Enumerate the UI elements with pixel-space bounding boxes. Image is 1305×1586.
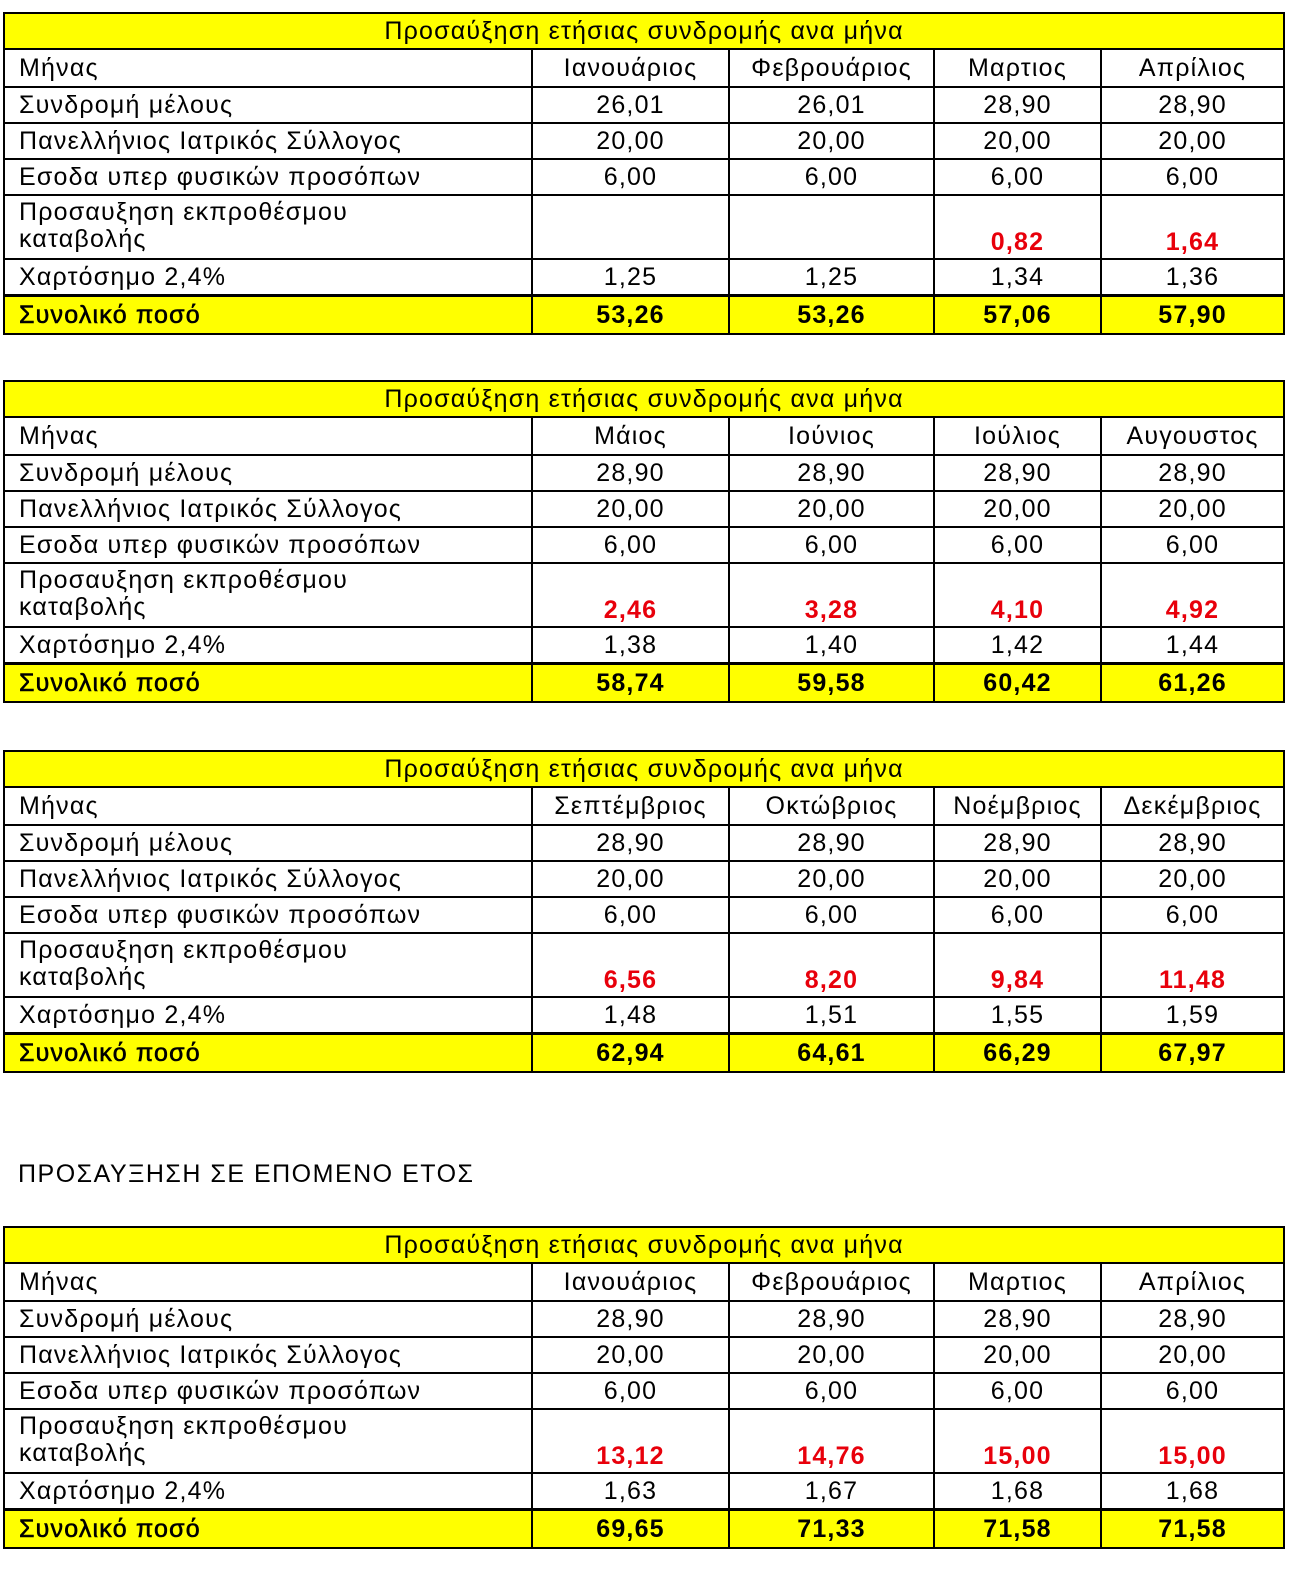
next-year-heading: ΠΡΟΣΑΥΞΗΣΗ ΣΕ ΕΠΟΜΕΝΟ ΕΤΟΣ <box>18 1160 475 1188</box>
table-cell: 20,00 <box>1101 1337 1284 1373</box>
row-label <box>4 1409 532 1473</box>
row-label-line: καταβολής <box>19 1439 147 1467</box>
table-cell: 28,90 <box>532 455 729 491</box>
row-label-line: Προσαυξηση εκπροθέσμου <box>19 198 348 226</box>
month-header: Απρίλιος <box>1101 49 1284 87</box>
total-cell: 58,74 <box>532 664 729 703</box>
table-row-stamp-duty <box>4 259 1284 296</box>
table-cell: 28,90 <box>1101 825 1284 861</box>
table-row-total <box>4 664 1284 703</box>
table-cell: 28,90 <box>1101 87 1284 123</box>
table-cell: 28,90 <box>934 455 1101 491</box>
total-label: Συνολικό ποσό <box>4 1510 532 1549</box>
table-row-member-fee <box>4 1301 1284 1337</box>
month-header: Μάιος <box>532 417 729 455</box>
table-row-medical-association <box>4 861 1284 897</box>
row-label-line: Προσαυξηση εκπροθέσμου <box>19 936 348 964</box>
month-header: Φεβρουάριος <box>729 1263 934 1301</box>
surcharge-cell: 4,92 <box>1101 563 1284 627</box>
total-cell: 67,97 <box>1101 1034 1284 1073</box>
table-row-third-party-fees <box>4 1373 1284 1409</box>
table-cell: 20,00 <box>1101 491 1284 527</box>
surcharge-cell: 2,46 <box>532 563 729 627</box>
table-cell: 1,51 <box>729 997 934 1034</box>
row-label-line: Προσαυξηση εκπροθέσμου <box>19 1412 348 1440</box>
surcharge-cell: 6,56 <box>532 933 729 997</box>
table-cell: 1,59 <box>1101 997 1284 1034</box>
month-header: Απρίλιος <box>1101 1263 1284 1301</box>
table-cell: 1,34 <box>934 259 1101 296</box>
surcharge-cell: 13,12 <box>532 1409 729 1473</box>
table-title: Προσαύξηση ετήσιας συνδρομής ανα μήνα <box>4 751 1284 787</box>
row-label: Πανελλήνιος Ιατρικός Σύλλογος <box>4 861 532 897</box>
table-cell: 28,90 <box>532 1301 729 1337</box>
month-header: Ιανουάριος <box>532 1263 729 1301</box>
row-label-line: καταβολής <box>19 963 147 991</box>
table-row-stamp-duty <box>4 627 1284 664</box>
row-label: Εσοδα υπερ φυσικών προσόπων <box>4 1373 532 1409</box>
total-cell: 57,90 <box>1101 296 1284 335</box>
surcharge-cell: 8,20 <box>729 933 934 997</box>
total-cell: 64,61 <box>729 1034 934 1073</box>
table-cell: 28,90 <box>1101 455 1284 491</box>
fee-table-1 <box>3 12 1285 335</box>
row-label: Συνδρομή μέλους <box>4 825 532 861</box>
surcharge-cell: 14,76 <box>729 1409 934 1473</box>
table-row-total <box>4 1034 1284 1073</box>
table-cell: 6,00 <box>1101 527 1284 563</box>
surcharge-cell <box>532 195 729 259</box>
month-header: Ιούλιος <box>934 417 1101 455</box>
fee-table-3 <box>3 750 1285 1073</box>
table-cell: 1,25 <box>729 259 934 296</box>
table-cell: 20,00 <box>532 861 729 897</box>
table-cell: 20,00 <box>934 861 1101 897</box>
table-cell: 20,00 <box>729 123 934 159</box>
table-cell: 6,00 <box>934 527 1101 563</box>
table-cell: 1,42 <box>934 627 1101 664</box>
table-cell: 1,48 <box>532 997 729 1034</box>
month-header: Οκτώβριος <box>729 787 934 825</box>
month-header-row <box>4 1263 1284 1301</box>
table-row-total <box>4 296 1284 335</box>
table-cell: 20,00 <box>934 1337 1101 1373</box>
table-title: Προσαύξηση ετήσιας συνδρομής ανα μήνα <box>4 381 1284 417</box>
month-label: Μήνας <box>4 417 532 455</box>
total-label: Συνολικό ποσό <box>4 1034 532 1073</box>
month-header-row <box>4 417 1284 455</box>
table-cell: 20,00 <box>729 861 934 897</box>
table-cell: 6,00 <box>1101 1373 1284 1409</box>
table-row-late-surcharge <box>4 563 1284 627</box>
month-header: Αυγουστος <box>1101 417 1284 455</box>
table-cell: 6,00 <box>729 527 934 563</box>
table-row-member-fee <box>4 825 1284 861</box>
total-cell: 60,42 <box>934 664 1101 703</box>
table-row-late-surcharge <box>4 195 1284 259</box>
row-label: Εσοδα υπερ φυσικών προσόπων <box>4 897 532 933</box>
month-header: Ιανουάριος <box>532 49 729 87</box>
table-cell: 28,90 <box>934 87 1101 123</box>
table-cell: 28,90 <box>532 825 729 861</box>
total-cell: 71,33 <box>729 1510 934 1549</box>
table-cell: 1,25 <box>532 259 729 296</box>
month-header-row <box>4 787 1284 825</box>
month-label: Μήνας <box>4 49 532 87</box>
table-cell: 20,00 <box>729 491 934 527</box>
total-cell: 71,58 <box>1101 1510 1284 1549</box>
table-row-late-surcharge <box>4 1409 1284 1473</box>
month-label: Μήνας <box>4 787 532 825</box>
table-cell: 20,00 <box>1101 123 1284 159</box>
total-cell: 53,26 <box>729 296 934 335</box>
table-cell: 1,36 <box>1101 259 1284 296</box>
row-label: Χαρτόσημο 2,4% <box>4 259 532 296</box>
table-title-row <box>4 751 1284 787</box>
table-row-late-surcharge <box>4 933 1284 997</box>
table-cell: 1,68 <box>1101 1473 1284 1510</box>
table-cell: 26,01 <box>729 87 934 123</box>
table-cell: 6,00 <box>729 897 934 933</box>
table-cell: 1,63 <box>532 1473 729 1510</box>
table-title: Προσαύξηση ετήσιας συνδρομής ανα μήνα <box>4 1227 1284 1263</box>
row-label: Συνδρομή μέλους <box>4 87 532 123</box>
table-cell: 28,90 <box>934 1301 1101 1337</box>
table-cell: 20,00 <box>532 491 729 527</box>
surcharge-cell: 1,64 <box>1101 195 1284 259</box>
table-row-medical-association <box>4 491 1284 527</box>
row-label <box>4 195 532 259</box>
row-label: Πανελλήνιος Ιατρικός Σύλλογος <box>4 491 532 527</box>
table-cell: 6,00 <box>934 897 1101 933</box>
surcharge-cell: 11,48 <box>1101 933 1284 997</box>
total-label: Συνολικό ποσό <box>4 296 532 335</box>
month-label: Μήνας <box>4 1263 532 1301</box>
table-cell: 28,90 <box>729 825 934 861</box>
table-cell: 20,00 <box>934 491 1101 527</box>
table-row-medical-association <box>4 1337 1284 1373</box>
total-label: Συνολικό ποσό <box>4 664 532 703</box>
fee-table-2 <box>3 380 1285 703</box>
table-cell: 6,00 <box>532 1373 729 1409</box>
month-header: Σεπτέμβριος <box>532 787 729 825</box>
row-label: Πανελλήνιος Ιατρικός Σύλλογος <box>4 123 532 159</box>
table-cell: 1,55 <box>934 997 1101 1034</box>
row-label: Πανελλήνιος Ιατρικός Σύλλογος <box>4 1337 532 1373</box>
table-cell: 26,01 <box>532 87 729 123</box>
row-label: Χαρτόσημο 2,4% <box>4 627 532 664</box>
total-cell: 71,58 <box>934 1510 1101 1549</box>
surcharge-cell: 15,00 <box>1101 1409 1284 1473</box>
row-label: Συνδρομή μέλους <box>4 455 532 491</box>
table-row-total <box>4 1510 1284 1549</box>
total-cell: 57,06 <box>934 296 1101 335</box>
table-row-stamp-duty <box>4 997 1284 1034</box>
table-cell: 6,00 <box>1101 159 1284 195</box>
table-cell: 6,00 <box>532 897 729 933</box>
row-label: Εσοδα υπερ φυσικών προσόπων <box>4 527 532 563</box>
table-cell: 1,68 <box>934 1473 1101 1510</box>
table-cell: 1,44 <box>1101 627 1284 664</box>
table-cell: 1,67 <box>729 1473 934 1510</box>
table-cell: 20,00 <box>729 1337 934 1373</box>
table-row-member-fee <box>4 87 1284 123</box>
surcharge-cell <box>729 195 934 259</box>
surcharge-cell: 3,28 <box>729 563 934 627</box>
row-label: Χαρτόσημο 2,4% <box>4 1473 532 1510</box>
table-cell: 6,00 <box>729 1373 934 1409</box>
table-cell: 20,00 <box>532 1337 729 1373</box>
table-cell: 28,90 <box>934 825 1101 861</box>
table-cell: 20,00 <box>532 123 729 159</box>
total-cell: 69,65 <box>532 1510 729 1549</box>
table-cell: 6,00 <box>729 159 934 195</box>
total-cell: 59,58 <box>729 664 934 703</box>
month-header: Ιούνιος <box>729 417 934 455</box>
table-cell: 6,00 <box>532 159 729 195</box>
surcharge-cell: 0,82 <box>934 195 1101 259</box>
row-label: Εσοδα υπερ φυσικών προσόπων <box>4 159 532 195</box>
table-row-member-fee <box>4 455 1284 491</box>
table-title-row <box>4 381 1284 417</box>
total-cell: 61,26 <box>1101 664 1284 703</box>
table-title: Προσαύξηση ετήσιας συνδρομής ανα μήνα <box>4 13 1284 49</box>
row-label-line: Προσαυξηση εκπροθέσμου <box>19 566 348 594</box>
table-cell: 1,40 <box>729 627 934 664</box>
table-cell: 6,00 <box>1101 897 1284 933</box>
table-cell: 28,90 <box>729 1301 934 1337</box>
table-cell: 6,00 <box>934 159 1101 195</box>
row-label: Χαρτόσημο 2,4% <box>4 997 532 1034</box>
table-row-stamp-duty <box>4 1473 1284 1510</box>
table-cell: 6,00 <box>532 527 729 563</box>
total-cell: 66,29 <box>934 1034 1101 1073</box>
month-header: Φεβρουάριος <box>729 49 934 87</box>
total-cell: 62,94 <box>532 1034 729 1073</box>
month-header-row <box>4 49 1284 87</box>
fee-table-4 <box>3 1226 1285 1549</box>
row-label-line: καταβολής <box>19 593 147 621</box>
table-cell: 20,00 <box>934 123 1101 159</box>
surcharge-cell: 15,00 <box>934 1409 1101 1473</box>
table-cell: 1,38 <box>532 627 729 664</box>
table-row-third-party-fees <box>4 897 1284 933</box>
surcharge-cell: 4,10 <box>934 563 1101 627</box>
table-cell: 20,00 <box>1101 861 1284 897</box>
table-row-third-party-fees <box>4 527 1284 563</box>
month-header: Μαρτιος <box>934 49 1101 87</box>
row-label <box>4 933 532 997</box>
total-cell: 53,26 <box>532 296 729 335</box>
row-label <box>4 563 532 627</box>
surcharge-cell: 9,84 <box>934 933 1101 997</box>
table-cell: 28,90 <box>1101 1301 1284 1337</box>
month-header: Νοέμβριος <box>934 787 1101 825</box>
table-title-row <box>4 13 1284 49</box>
table-title-row <box>4 1227 1284 1263</box>
row-label: Συνδρομή μέλους <box>4 1301 532 1337</box>
table-row-third-party-fees <box>4 159 1284 195</box>
month-header: Δεκέμβριος <box>1101 787 1284 825</box>
row-label-line: καταβολής <box>19 225 147 253</box>
month-header: Μαρτιος <box>934 1263 1101 1301</box>
table-row-medical-association <box>4 123 1284 159</box>
table-cell: 6,00 <box>934 1373 1101 1409</box>
table-cell: 28,90 <box>729 455 934 491</box>
